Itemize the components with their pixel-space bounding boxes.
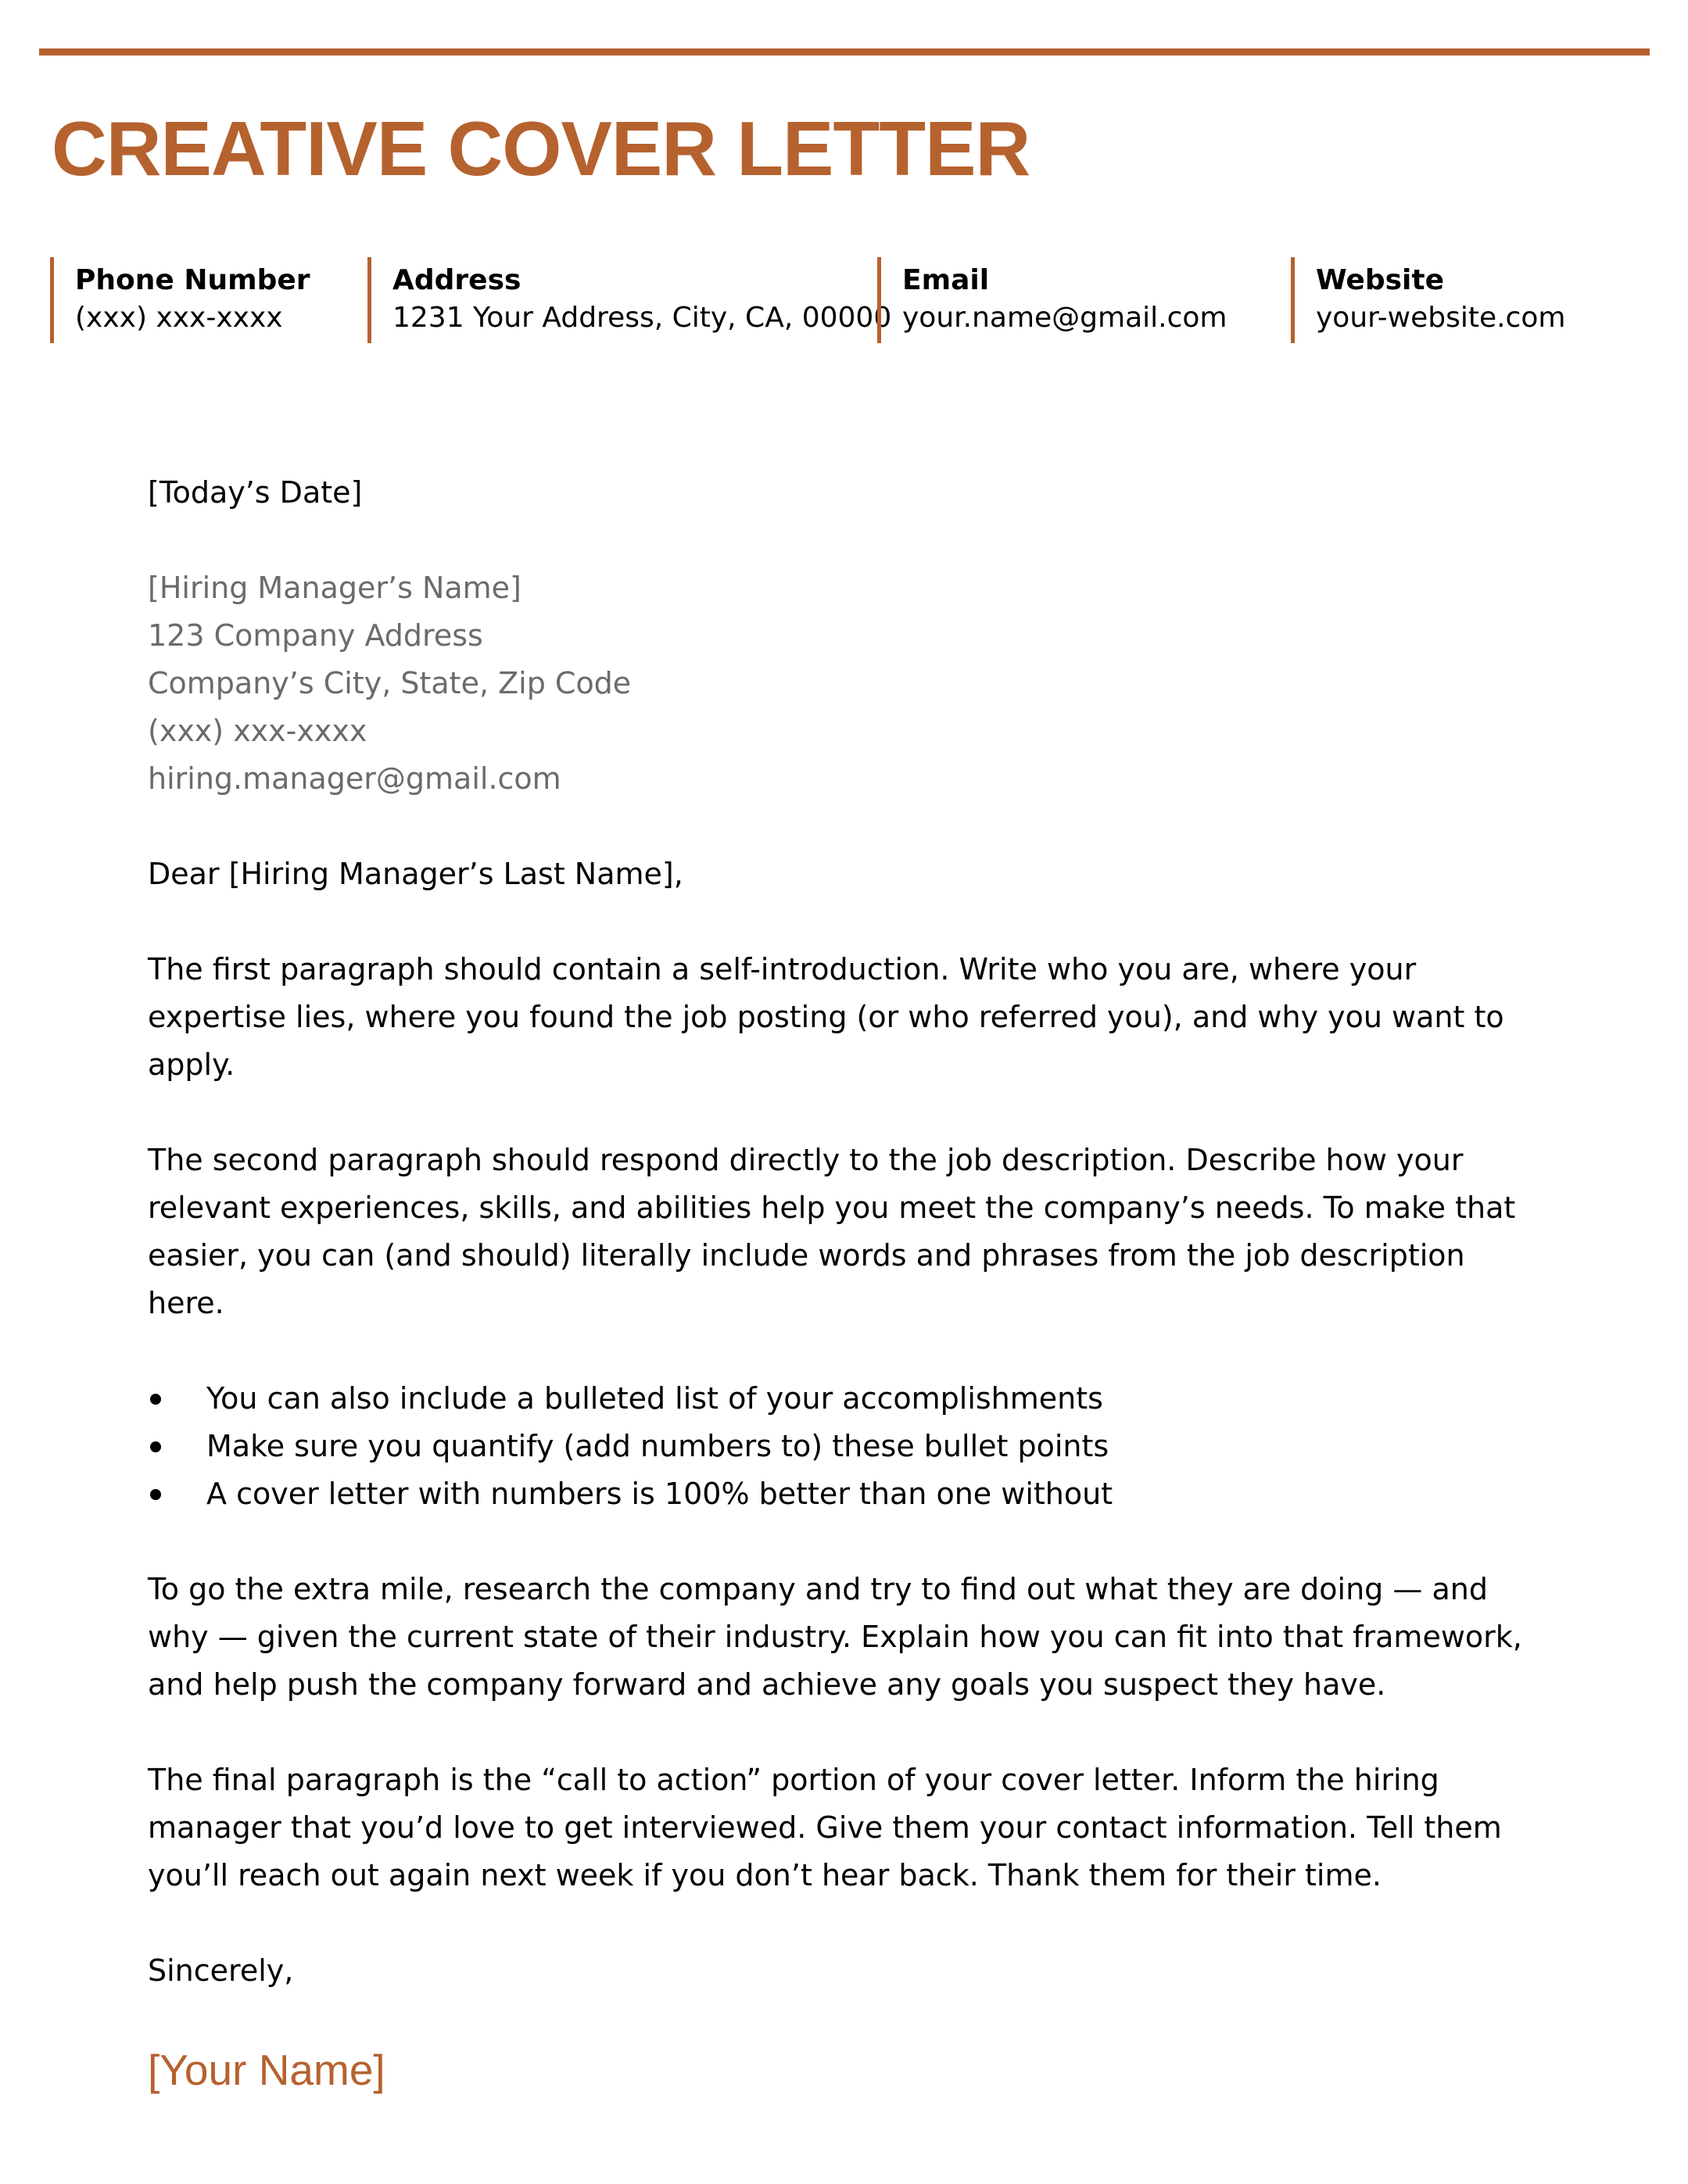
recipient-block	[148, 564, 1539, 803]
contact-email-value[interactable]: your.name@gmail.com	[902, 302, 1227, 334]
recipient-phone: (xxx) xxx-xxxx	[148, 714, 367, 748]
salutation: Dear [Hiring Manager’s Last Name],	[148, 857, 683, 891]
contact-address-value: 1231 Your Address, City, CA, 00000	[392, 302, 892, 334]
contact-phone-label: Phone Number	[75, 264, 310, 296]
top-accent-rule	[39, 48, 1650, 55]
paragraph-intro: The first paragraph should contain a self-introduction. Write who you are, where your expertise lies, where you found the job posting (or who referred you), and why you want to apply.	[148, 952, 1504, 1082]
closing: Sincerely,	[148, 1953, 294, 1988]
bullet-icon	[150, 1489, 161, 1500]
contact-phone	[50, 257, 310, 343]
list-item	[148, 1375, 1539, 1423]
bullet-icon	[150, 1394, 161, 1405]
letter-body	[148, 469, 1539, 2097]
recipient-city: Company’s City, State, Zip Code	[148, 666, 632, 700]
letter-date: [Today’s Date]	[148, 475, 363, 510]
contact-website-value[interactable]: your-website.com	[1316, 302, 1566, 334]
contact-email-label: Email	[902, 264, 990, 296]
list-item-text: Make sure you quantify (add numbers to) these bullet points	[206, 1429, 1109, 1463]
contact-email	[877, 257, 1227, 343]
recipient-email: hiring.manager@gmail.com	[148, 761, 561, 796]
contact-website	[1291, 257, 1565, 343]
contact-phone-value: (xxx) xxx-xxxx	[75, 302, 283, 334]
accomplishments-list	[148, 1375, 1539, 1518]
list-item	[148, 1470, 1539, 1518]
paragraph-job-description: The second paragraph should respond directly to the job description. Describe how your relevant experiences, skills, and abilities help you meet the company’s needs. To make that easier, you can (and should) literally include words and phrases from the job description here.	[148, 1143, 1516, 1320]
list-item-text: You can also include a bulleted list of your accomplishments	[206, 1381, 1103, 1416]
page-title: CREATIVE COVER LETTER	[52, 106, 1030, 192]
paragraph-extra-mile: To go the extra mile, research the company and try to find out what they are doing — and why — given the current state of their industry. Explain how you can fit into that framework, and help push the company forward and achieve any goals you suspect they have.	[148, 1572, 1522, 1702]
bullet-icon	[150, 1441, 161, 1452]
contact-address-label: Address	[392, 264, 521, 296]
paragraph-call-to-action: The final paragraph is the “call to action” portion of your cover letter. Inform the hiring manager that you’d love to get interviewed. Give them your contact information. Tell them you’ll reach out again next week if you don’t hear back. Thank them for their time.	[148, 1763, 1502, 1892]
recipient-name: [Hiring Manager’s Name]	[148, 571, 521, 605]
list-item	[148, 1423, 1539, 1470]
signature-name: [Your Name]	[148, 2046, 385, 2094]
contact-website-label: Website	[1316, 264, 1445, 296]
recipient-address: 123 Company Address	[148, 618, 483, 653]
list-item-text: A cover letter with numbers is 100% better than one without	[206, 1477, 1113, 1511]
contact-address	[367, 257, 891, 343]
